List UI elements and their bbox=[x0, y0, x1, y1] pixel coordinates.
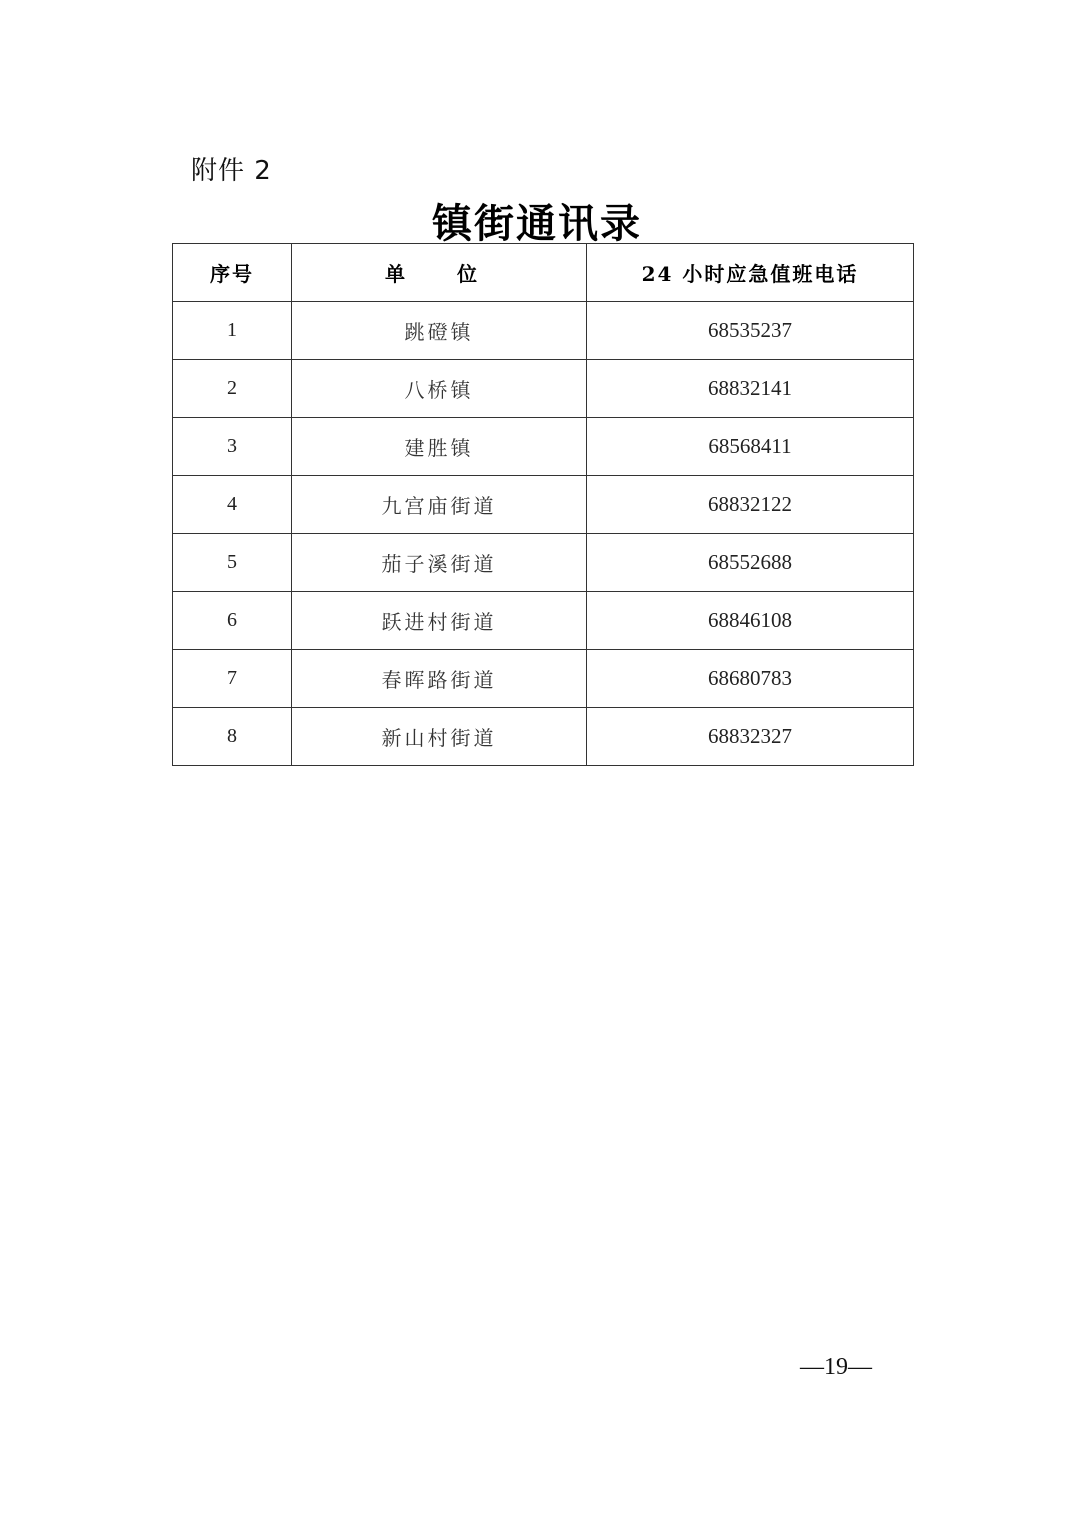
row-unit: 八桥镇 bbox=[292, 360, 587, 418]
row-phone: 68832327 bbox=[587, 708, 914, 766]
table-row bbox=[173, 476, 914, 534]
table-row bbox=[173, 592, 914, 650]
page-number: —19— bbox=[800, 1354, 872, 1380]
row-index: 2 bbox=[173, 360, 292, 418]
row-phone: 68535237 bbox=[587, 302, 914, 360]
row-index: 1 bbox=[173, 302, 292, 360]
table-row bbox=[173, 302, 914, 360]
table-header-row bbox=[173, 244, 914, 302]
row-phone: 68832122 bbox=[587, 476, 914, 534]
row-index: 3 bbox=[173, 418, 292, 476]
row-unit: 跃进村街道 bbox=[292, 592, 587, 650]
document-title: 镇街通讯录 bbox=[432, 200, 642, 247]
row-unit: 茄子溪街道 bbox=[292, 534, 587, 592]
table-row bbox=[173, 360, 914, 418]
row-phone: 68832141 bbox=[587, 360, 914, 418]
row-phone: 68680783 bbox=[587, 650, 914, 708]
attachment-label: 附件 2 bbox=[191, 156, 272, 186]
row-unit: 九宫庙街道 bbox=[292, 476, 587, 534]
row-unit: 建胜镇 bbox=[292, 418, 587, 476]
table-row bbox=[173, 650, 914, 708]
table-row bbox=[173, 534, 914, 592]
header-phone: 24 小时应急值班电话 bbox=[587, 244, 914, 302]
row-index: 4 bbox=[173, 476, 292, 534]
row-phone: 68846108 bbox=[587, 592, 914, 650]
table-row bbox=[173, 418, 914, 476]
table-row bbox=[173, 708, 914, 766]
row-unit: 跳磴镇 bbox=[292, 302, 587, 360]
row-unit: 春晖路街道 bbox=[292, 650, 587, 708]
row-index: 7 bbox=[173, 650, 292, 708]
row-unit: 新山村街道 bbox=[292, 708, 587, 766]
header-index: 序号 bbox=[173, 244, 292, 302]
contact-table bbox=[172, 243, 914, 766]
header-unit: 单 位 bbox=[292, 244, 587, 302]
row-index: 6 bbox=[173, 592, 292, 650]
row-phone: 68552688 bbox=[587, 534, 914, 592]
row-phone: 68568411 bbox=[587, 418, 914, 476]
row-index: 5 bbox=[173, 534, 292, 592]
row-index: 8 bbox=[173, 708, 292, 766]
